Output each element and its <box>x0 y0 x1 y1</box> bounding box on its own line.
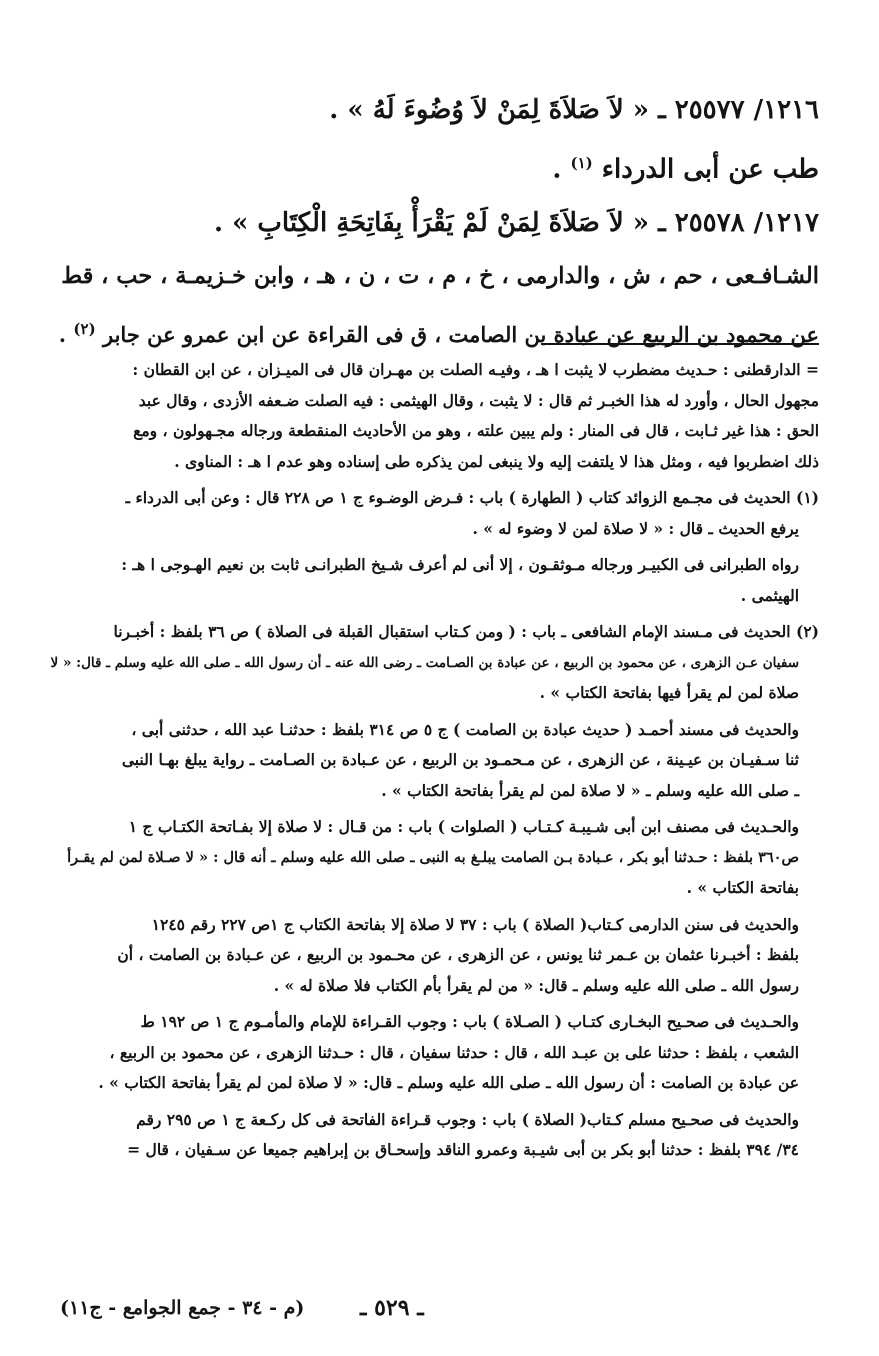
footnote-line: ٣٤/ ٣٩٤ بلفظ : حدثنا أبو بكر بن أبى شيـبة وعمرو الناقد وإسحـاق بن إبراهيم جميعا عن سـفيان ، قال = <box>127 1140 799 1159</box>
footnote-2-muslim <box>48 1105 819 1166</box>
footnote-line: رواه الطبرانى فى الكبيـر ورجاله مـوثقـون ، إلا أنى لم أعرف شـيخ الطبرانـى ثابت بن نعيم الهـوجى ا هـ : <box>121 555 799 574</box>
footnote-line: ذلك اضطربوا فيه ، ومثل هذا لا يلتفت إليه ولا ينبغى لمن يذكره طى إسناده وهو عدم ا هـ : المناوى . <box>174 451 819 471</box>
footnote-ref-1: (١) <box>570 154 593 172</box>
hadith-1216-source-text: طب عن أبى الدرداء <box>601 154 819 185</box>
footnote-line: والحـديث فى مصنف ابن أبى شـيبـة كـتـاب ( الصلوات ) باب : من قـال : لا صلاة إلا بفـاتحة الكتـاب ج ١ <box>128 817 799 836</box>
volume-mark: (م - ٣٤ - جمع الجوامع - ج١١) <box>60 1297 305 1319</box>
footnote-line: = الدارقطنى : حـديث مضطرب لا يثبت ا هـ ، وفيـه الصلت بن مهـران قال فى الميـزان ، عن ابن القطان : <box>132 360 819 379</box>
footnote-line: رسول الله ـ صلى الله عليه وسلم ـ قال: « من لم يقرأ بأم الكتاب فلا صلاة له » . <box>273 975 799 995</box>
footnote-2-musnad-ahmad <box>48 715 819 807</box>
footnote-ref-2: (٢) <box>73 319 96 338</box>
footnote-line: عن عبادة بن الصامت : أن رسول الله ـ صلى الله عليه وسلم ـ قال: « لا صلاة لمن لم يقرأ بفاتحة الكتاب » . <box>98 1073 799 1092</box>
hadith-1217-sources-end: . <box>58 321 74 347</box>
footnote-1 <box>48 483 819 544</box>
footnote-line: بفاتحة الكتاب » . <box>686 878 799 897</box>
footnote-line: الحق : هذا غير ثـابت ، قال فى المنار : ولم يبين علته ، وهو من الأحاديث المنقطعة ورجاله مجـهولون ، ومع <box>133 421 819 440</box>
footnote-line: والحديث فى مسند أحمـد ( حديث عبادة بن الصامت ) ج ٥ ص ٣١٤ بلفظ : حدثنـا عبد الله ، حدثنى أبى ، <box>131 719 799 739</box>
footnote-line: ص٣٦٠ بلفظ : حـدثنا أبو بكر ، عـبادة بـن الصامت يبلـغ به النبى ـ صلى الله عليه وسلم ـ أنه قال : « لا صـلاة لمن لم يقـرأ <box>67 848 799 866</box>
footnote-line: بلفظ : أخبـرنا عثمان بن عـمر ثنا يونس ، عن الزهرى ، عن محـمود بن الربيع ، عن عـبادة بن الصامت ، أن <box>117 945 799 964</box>
footnote-2 <box>48 617 819 709</box>
hadith-1217-sources-line-2 <box>48 303 819 361</box>
footnote-line: مجهول الحال ، وأورد له هذا الخبـر ثم قال : لا يثبت ، وقال الهيثمى : فيه الصلت ضـعفه الأزدى ، وقال عبد <box>138 390 819 410</box>
hadith-1216-text: ١٢١٦/ ٢٥٥٧٧ ـ « لاَ صَلاَةَ لِمَنْ لاَ وُضُوءَ لَهُ » . <box>329 95 819 125</box>
main-text <box>48 84 819 361</box>
footnote-line: (٢) الحديث فى مـسند الإمام الشافعى ـ باب : ( ومن كـتاب استقبال القبلة فى الصلاة ) ص ٣٦ بلفظ : أخبـرنا <box>113 622 819 641</box>
footnote-1-note <box>48 550 819 611</box>
page-footer <box>60 1295 819 1325</box>
footnote-line: ـ صلى الله عليه وسلم ـ « لا صلاة لمن لم يقرأ بفاتحة الكتاب » . <box>381 780 799 800</box>
hadith-1217 <box>48 197 819 250</box>
hadith-1217-sources-line-1 <box>48 250 819 303</box>
footnote-line: يرفع الحديث ـ قال : « لا صلاة لمن لا وضوء له » . <box>472 518 799 538</box>
footnote-line: والحـديث فى صحـيح البخـارى كتـاب ( الصـلاة ) باب : وجوب القـراءة للإمام والمأمـوم ج ١ ص ١٩٢ ط <box>140 1012 799 1031</box>
footnote-line: الهيثمى . <box>740 585 799 605</box>
footnotes <box>48 355 819 1172</box>
footnote-line: (١) الحديث فى مجـمع الزوائد كتاب ( الطهارة ) باب : فـرض الوضـوء ج ١ ص ٢٢٨ قال : وعن أبى الدرداء ـ <box>125 488 819 507</box>
footnote-2-bukhari <box>48 1007 819 1099</box>
hadith-1216-source <box>48 137 819 197</box>
footnote-divider <box>541 343 819 345</box>
footnote-line: سفيان عـن الزهرى ، عن محمود بن الربيع ، عن عبادة بن الصـامت ـ رضى الله عنه ـ أن رسول الله ـ صلى الله عليه وسلم ـ قال: « لا <box>50 654 799 671</box>
page-number: ـ ٥٢٩ ـ <box>360 1295 424 1321</box>
footnote-continuation <box>48 355 819 477</box>
footnote-line: والحديث فى سنن الدارمى كـتاب( الصلاة ) باب : ٣٧ لا صلاة إلا بفاتحة الكتاب ج ١ص ٢٢٧ رقم ١٢٤٥ <box>151 914 799 934</box>
footnote-line: الشعب ، بلفظ : حدثنا على بن عبـد الله ، قال : حدثنا سفيان ، قال : حـدثنا الزهرى ، عن محمود بن الربيع ، <box>109 1042 799 1062</box>
hadith-1217-text: ١٢١٧/ ٢٥٥٧٨ ـ « لاَ صَلاَةَ لِمَنْ لَمْ يَقْرَأْ بِفَاتِحَةِ الْكِتَابِ » . <box>214 207 819 238</box>
hadith-1216-source-end: . <box>552 154 571 185</box>
footnote-line: ثنا سـفيـان بن عيـينة ، عن الزهرى ، عن مـحمـود بن الربيع ، عن عـبادة بن الصـامت ـ رواية يبلغ بهـا النبى <box>121 750 799 769</box>
footnote-2-darimi <box>48 910 819 1002</box>
hadith-1217-sources-text-2: عن محمود بن الربيع عن عبادة بن الصامت ، ق فى القراءة عن ابن عمرو عن جابر <box>103 321 819 347</box>
hadith-1216 <box>48 84 819 137</box>
footnote-line: والحديث فى صحـيح مسلم كـتاب( الصلاة ) باب : وجوب قـراءة الفاتحة فى كل ركـعة ج ١ ص ٢٩٥ رقم <box>136 1109 799 1129</box>
footnote-line: صلاة لمن لم يقرأ فيها بفاتحة الكتاب » . <box>539 683 799 702</box>
footnote-2-ibn-abi-shaybah <box>48 812 819 904</box>
hadith-1217-sources-text-1: الشـافـعى ، حم ، ش ، والدارمى ، خ ، م ، ت ، ن ، هـ ، وابن خـزيمـة ، حب ، قط <box>61 262 819 289</box>
